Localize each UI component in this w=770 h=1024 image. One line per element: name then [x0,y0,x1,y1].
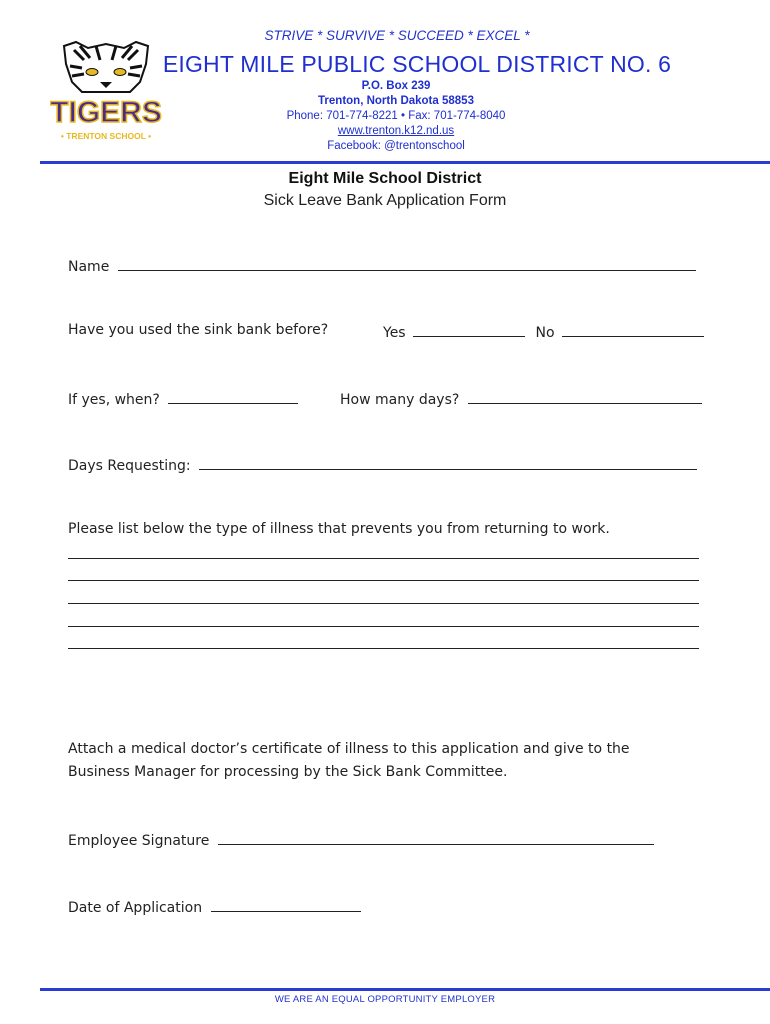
city-address: Trenton, North Dakota 58853 [318,95,474,107]
facebook-handle: Facebook: @trentonschool [327,140,465,152]
no-label: No [535,325,555,341]
yes-field[interactable] [413,322,525,337]
illness-line-1[interactable] [68,558,699,559]
signature-label: Employee Signature [68,833,210,849]
po-box: P.O. Box 239 [361,80,431,92]
used-before-question: Have you used the sink bank before? [68,322,329,338]
header-divider [40,161,770,164]
footer-text: WE ARE AN EQUAL OPPORTUNITY EMPLOYER [274,994,496,1005]
if-yes-when-field[interactable] [168,389,298,404]
phone-fax: Phone: 701-774-8221 • Fax: 701-774-8040 [286,110,506,122]
how-many-label: How many days? [340,392,460,408]
days-requesting-row [68,455,697,474]
district-name: EIGHT MILE PUBLIC SCHOOL DISTRICT NO. 6 [162,51,672,77]
logo-wordmark: TIGERS [50,96,162,129]
attach-instruction-line-1: Attach a medical doctor’s certificate of illness to this application and give to the [68,741,630,757]
illness-line-2[interactable] [68,580,699,581]
date-row [68,897,361,916]
footer-divider [40,988,770,991]
form-subtitle: Sick Leave Bank Application Form [263,192,507,209]
illness-line-4[interactable] [68,626,699,627]
illness-prompt: Please list below the type of illness that prevents you from returning to work. [68,521,610,537]
yes-no-row [383,322,704,341]
date-of-application-field[interactable] [211,897,361,912]
website-link[interactable]: www.trenton.k12.nd.us [337,125,455,137]
name-label: Name [68,259,110,275]
illness-line-3[interactable] [68,603,699,604]
how-many-days-field[interactable] [468,389,702,404]
days-requesting-field[interactable] [199,455,697,470]
form-title: Eight Mile School District [288,170,482,187]
yes-label: Yes [383,325,406,341]
no-field[interactable] [562,322,704,337]
logo-subtext: • TRENTON SCHOOL • [60,131,152,141]
name-row [68,256,696,275]
name-field[interactable] [118,256,696,271]
district-motto: STRIVE * SURVIVE * SUCCEED * EXCEL * [264,28,530,43]
employee-signature-field[interactable] [218,830,654,845]
if-yes-row [68,389,298,408]
if-yes-label: If yes, when? [68,392,160,408]
days-requesting-label: Days Requesting: [68,458,191,474]
how-many-row [340,389,702,408]
signature-row [68,830,654,849]
attach-instruction-line-2: Business Manager for processing by the Sick Bank Committee. [68,764,508,780]
illness-line-5[interactable] [68,648,699,649]
date-label: Date of Application [68,900,203,916]
